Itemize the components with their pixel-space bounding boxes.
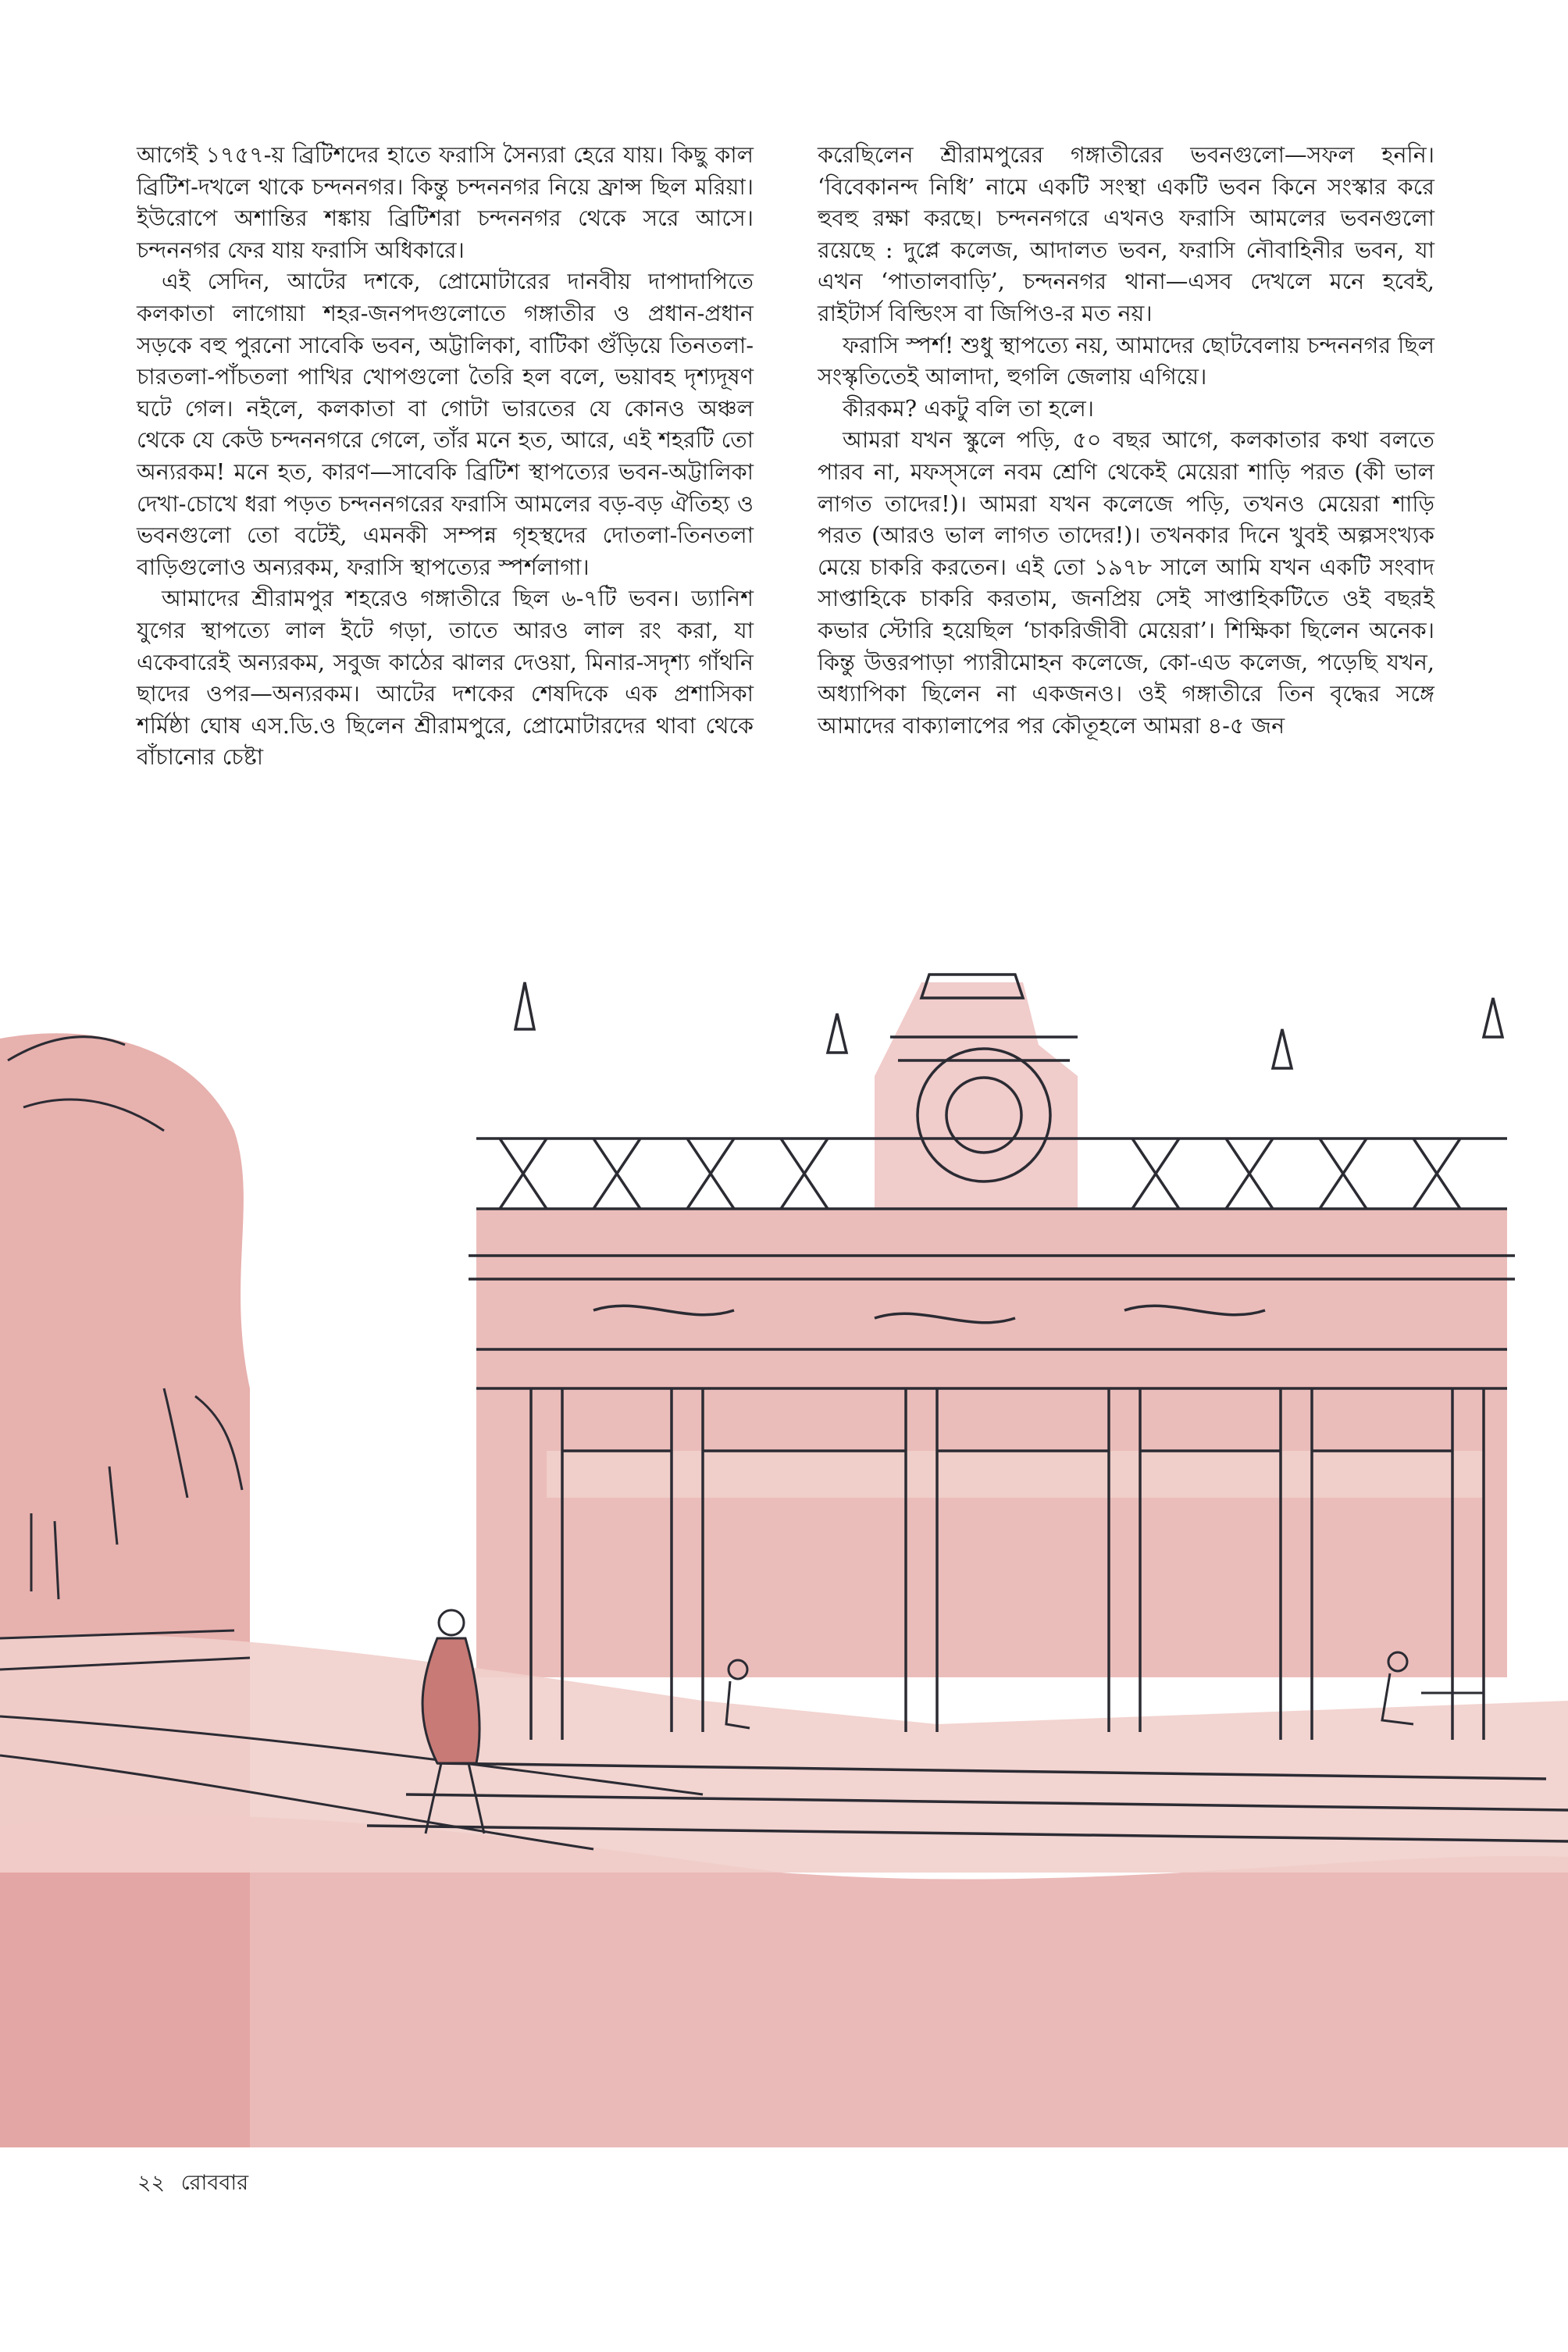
- paragraph: ফরাসি স্পর্শ! শুধু স্থাপত্যে নয়, আমাদের ছোটবেলায় চন্দননগর ছিল সংস্কৃতিতেই আলাদা, হুগলি জেলায় এগিয়ে।: [818, 331, 1434, 390]
- page-folio: [137, 2167, 248, 2202]
- paragraph: আমরা যখন স্কুলে পড়ি, ৫০ বছর আগে, কলকাতার কথা বলতে পারব না, মফস্‌সলে নবম শ্রেণি থেকেই মেয়েরা শাড়ি পরত (কী ভাল লাগত তাদের!)। আমরা যখন কলেজে পড়ি, তখনও মেয়েরা শাড়ি পরত (আরও ভাল লাগত তাদের!)। তখনকার দিনে খুবই অল্পসংখ্যক মেয়ে চাকরি করতেন। এই তো ১৯৭৮ সালে আমি যখন একটি সংবাদ সাপ্তাহিকে চাকরি করতাম, জনপ্রিয় সেই সাপ্তাহিকটিতে ওই বছরই কভার স্টোরি হয়েছিল ‘চাকরিজীবী মেয়েরা’। শিক্ষিকা ছিলেন অনেক। কিন্তু উত্তরপাড়া প্যারীমোহন কলেজে, কো-এড কলেজ, পড়েছি যখন, অধ্যাপিকা ছিলেন না একজনও। ওই গঙ্গাতীরে তিন বৃদ্ধের সঙ্গে আমাদের বাক্যালাপের পর কৌতূহলে আমরা ৪-৫ জন: [818, 426, 1434, 739]
- paragraph: করেছিলেন শ্রীরামপুরের গঙ্গাতীরের ভবনগুলো—সফল হননি। ‘বিবেকানন্দ নিধি’ নামে একটি সংস্থা একটি ভবন কিনে সংস্কার করে হুবহু রক্ষা করছে। চন্দননগরে এখনও ফরাসি আমলের ভবনগুলো রয়েছে : দুপ্লে কলেজ, আদালত ভবন, ফরাসি নৌবাহিনীর ভবন, যা এখন ‘পাতালবাড়ি’, চন্দননগর থানা—এসব দেখলে মনে হবেই, রাইটার্স বিল্ডিংস বা জিপিও-র মত নয়।: [818, 141, 1434, 326]
- paragraph: কীরকম? একটু বলি তা হলে।: [843, 394, 1095, 422]
- paragraph: এই সেদিন, আটের দশকে, প্রোমোটারের দানবীয় দাপাদাপিতে কলকাতা লাগোয়া শহর-জনপদগুলোতে গঙ্গাতীর ও প্রধান-প্রধান সড়কে বহু পুরনো সাবেকি ভবন, অট্টালিকা, বাটিকা গুঁড়িয়ে তিনতলা-চারতলা-পাঁচতলা পাখির খোপগুলো তৈরি হল বলে, ভয়াবহ দৃশ্যদূষণ ঘটে গেল। নইলে, কলকাতা বা গোটা ভারতের যে কোনও অঞ্চল থেকে যে কেউ চন্দননগরে গেলে, তাঁর মনে হত, আরে, এই শহরটি তো অন্যরকম! মনে হত, কারণ—সাবেকি ব্রিটিশ স্থাপত্যের ভবন-অট্টালিকা দেখা-চোখে ধরা পড়ত চন্দননগরের ফরাসি আমলের বড়-বড় ঐতিহ্য ও ভবনগুলো তো বটেই, এমনকী সম্পন্ন গৃহস্থদের দোতলা-তিনতলা বাড়িগুলোও অন্যরকম, ফরাসি স্থাপত্যের স্পর্শলাগা।: [137, 268, 754, 580]
- article-right-column: [818, 139, 1434, 741]
- building-illustration: [0, 951, 1568, 2147]
- publication-name: রোববার: [180, 2171, 249, 2195]
- paragraph: আমাদের শ্রীরামপুর শহরেও গঙ্গাতীরে ছিল ৬-৭টি ভবন। ড্যানিশ যুগের স্থাপত্যে লাল ইটে গড়া, তাতে আরও লাল রং করা, যা একেবারেই অন্যরকম, সবুজ কাঠের ঝালর দেওয়া, মিনার-সদৃশ্য গাঁথনি ছাদের ওপর—অন্যরকম। আটের দশকের শেষদিকে এক প্রশাসিকা শর্মিষ্ঠা ঘোষ এস.ডি.ও ছিলেন শ্রীরামপুরে, প্রোমোটারদের থাবা থেকে বাঁচানোর চেষ্টা: [137, 585, 754, 771]
- page-number: ২২: [137, 2171, 166, 2195]
- paragraph: আগেই ১৭৫৭-য় ব্রিটিশদের হাতে ফরাসি সৈন্যরা হেরে যায়। কিছু কাল ব্রিটিশ-দখলে থাকে চন্দননগর। কিন্তু চন্দননগর নিয়ে ফ্রান্স ছিল মরিয়া। ইউরোপে অশান্তির শঙ্কায় ব্রিটিশরা চন্দননগর থেকে সরে আসে। চন্দননগর ফের যায় ফরাসি অধিকারে।: [137, 141, 754, 263]
- article-left-column: [137, 139, 754, 773]
